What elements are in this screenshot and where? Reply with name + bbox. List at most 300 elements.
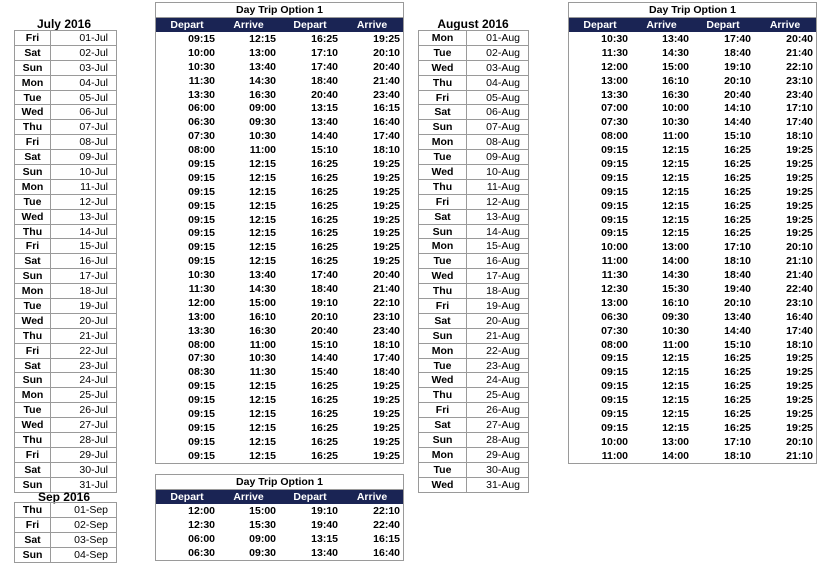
date-cell: 10-Aug (467, 165, 529, 180)
return-arrive-time-cell: 19:25 (373, 32, 400, 45)
depart-time-cell: 12:00 (601, 60, 628, 73)
return-arrive-time-cell: 19:25 (373, 157, 400, 170)
date-cell: 01-Aug (467, 31, 529, 46)
return-arrive-time-cell: 16:40 (373, 546, 400, 559)
header-depart: Depart (156, 490, 218, 504)
depart-time-cell: 13:00 (601, 296, 628, 309)
arrive-time-cell: 12:15 (249, 171, 276, 184)
date-cell: 18-Jul (51, 284, 117, 299)
weekday-cell: Mon (419, 31, 467, 46)
return-depart-time-cell: 16:25 (724, 213, 751, 226)
weekday-cell: Thu (419, 179, 467, 194)
return-depart-time-cell: 20:10 (724, 296, 751, 309)
depart-time-cell: 09:15 (188, 394, 215, 407)
time-row (156, 324, 403, 338)
return-depart-time-cell: 14:40 (311, 352, 338, 365)
date-cell: 21-Jul (51, 328, 117, 343)
time-row (569, 338, 816, 352)
date-cell: 24-Jul (51, 373, 117, 388)
return-arrive-time-cell: 19:25 (373, 255, 400, 268)
header-arrive: Arrive (218, 490, 279, 504)
arrive-time-cell: 11:00 (249, 338, 276, 351)
return-depart-time-cell: 18:40 (311, 74, 338, 87)
return-arrive-time-cell: 22:40 (373, 518, 400, 531)
arrive-time-cell: 13:40 (249, 60, 276, 73)
weekday-cell: Fri (15, 447, 51, 462)
weekday-cell: Sun (15, 60, 51, 75)
weekday-cell: Mon (419, 343, 467, 358)
arrive-time-cell: 12:15 (662, 366, 689, 379)
depart-time-cell: 11:30 (601, 269, 628, 282)
weekday-cell: Tue (15, 299, 51, 314)
time-row (569, 171, 816, 185)
return-depart-time-cell: 16:25 (311, 213, 338, 226)
return-arrive-time-cell: 19:25 (786, 421, 813, 434)
return-arrive-time-cell: 20:10 (786, 241, 813, 254)
date-cell: 01-Jul (51, 31, 117, 46)
date-cell: 07-Aug (467, 120, 529, 135)
return-arrive-time-cell: 19:25 (373, 199, 400, 212)
weekday-cell: Thu (15, 224, 51, 239)
arrive-time-cell: 14:30 (249, 282, 276, 295)
arrive-time-cell: 10:00 (662, 102, 689, 115)
depart-time-cell: 11:30 (188, 282, 215, 295)
weekday-cell: Fri (15, 135, 51, 150)
arrive-time-cell: 12:15 (249, 407, 276, 420)
return-depart-time-cell: 18:40 (311, 282, 338, 295)
depart-time-cell: 09:15 (188, 407, 215, 420)
arrive-time-cell: 12:15 (662, 199, 689, 212)
date-cell: 18-Aug (467, 284, 529, 299)
date-row (419, 388, 529, 403)
time-row (569, 32, 816, 46)
date-row (15, 284, 117, 299)
date-cell: 14-Aug (467, 224, 529, 239)
return-depart-time-cell: 16:25 (724, 366, 751, 379)
date-cell: 17-Jul (51, 269, 117, 284)
date-cell: 26-Jul (51, 403, 117, 418)
time-row (156, 143, 403, 157)
time-row (156, 254, 403, 268)
arrive-time-cell: 10:30 (249, 352, 276, 365)
timetable-caption: Day Trip Option 1 (156, 3, 403, 18)
return-arrive-time-cell: 19:25 (373, 421, 400, 434)
date-cell: 28-Aug (467, 433, 529, 448)
time-row (569, 115, 816, 129)
time-row (156, 213, 403, 227)
time-row (156, 240, 403, 254)
date-row (419, 209, 529, 224)
date-cell: 19-Jul (51, 299, 117, 314)
return-depart-time-cell: 15:10 (724, 130, 751, 143)
date-cell: 20-Aug (467, 313, 529, 328)
return-arrive-time-cell: 21:40 (373, 74, 400, 87)
arrive-time-cell: 16:30 (249, 88, 276, 101)
arrive-time-cell: 12:15 (662, 157, 689, 170)
date-row (15, 194, 117, 209)
timetable-caption: Day Trip Option 1 (156, 475, 403, 490)
arrive-time-cell: 14:30 (662, 269, 689, 282)
arrive-time-cell: 12:15 (249, 32, 276, 45)
arrive-time-cell: 16:10 (662, 74, 689, 87)
return-arrive-time-cell: 19:25 (786, 157, 813, 170)
date-row (15, 120, 117, 135)
date-row (419, 313, 529, 328)
date-row (15, 373, 117, 388)
return-depart-time-cell: 19:40 (724, 282, 751, 295)
return-depart-time-cell: 14:10 (724, 102, 751, 115)
return-arrive-time-cell: 23:40 (786, 88, 813, 101)
date-row (419, 254, 529, 269)
date-table-july (14, 30, 117, 493)
return-arrive-time-cell: 19:25 (373, 380, 400, 393)
return-depart-time-cell: 16:25 (311, 421, 338, 434)
weekday-cell: Sun (15, 477, 51, 492)
time-row (156, 157, 403, 171)
date-row (419, 403, 529, 418)
depart-time-cell: 09:15 (601, 394, 628, 407)
date-cell: 12-Jul (51, 194, 117, 209)
arrive-time-cell: 12:15 (662, 227, 689, 240)
header-arrive: Arrive (754, 18, 816, 32)
date-cell: 20-Jul (51, 313, 117, 328)
arrive-time-cell: 09:00 (249, 532, 276, 545)
header-depart: Depart (279, 490, 341, 504)
return-depart-time-cell: 16:25 (311, 32, 338, 45)
depart-time-cell: 08:30 (188, 366, 215, 379)
arrive-time-cell: 12:15 (662, 213, 689, 226)
weekday-cell: Thu (15, 120, 51, 135)
date-row (419, 447, 529, 462)
date-row (419, 150, 529, 165)
date-row (419, 239, 529, 254)
time-row (156, 338, 403, 352)
date-table-august (418, 30, 529, 493)
header-arrive: Arrive (341, 490, 403, 504)
arrive-time-cell: 12:15 (249, 394, 276, 407)
depart-time-cell: 07:00 (601, 102, 628, 115)
return-arrive-time-cell: 16:15 (373, 532, 400, 545)
arrive-time-cell: 13:00 (662, 435, 689, 448)
date-cell: 08-Jul (51, 135, 117, 150)
time-row (156, 32, 403, 46)
date-cell: 29-Jul (51, 447, 117, 462)
return-depart-time-cell: 16:25 (311, 157, 338, 170)
date-row (15, 31, 117, 46)
weekday-cell: Thu (419, 388, 467, 403)
depart-time-cell: 06:30 (601, 310, 628, 323)
time-row (569, 240, 816, 254)
return-depart-time-cell: 16:25 (724, 227, 751, 240)
arrive-time-cell: 11:00 (662, 338, 689, 351)
weekday-cell: Mon (15, 388, 51, 403)
date-row (15, 503, 117, 518)
weekday-cell: Sat (419, 418, 467, 433)
date-cell: 15-Jul (51, 239, 117, 254)
date-cell: 28-Jul (51, 433, 117, 448)
return-depart-time-cell: 19:10 (311, 296, 338, 309)
date-cell: 16-Aug (467, 254, 529, 269)
time-row (156, 379, 403, 393)
weekday-cell: Sat (15, 254, 51, 269)
date-cell: 26-Aug (467, 403, 529, 418)
date-cell: 02-Sep (51, 517, 117, 532)
date-cell: 03-Jul (51, 60, 117, 75)
return-arrive-time-cell: 18:10 (786, 130, 813, 143)
date-cell: 03-Sep (51, 532, 117, 547)
depart-time-cell: 09:15 (601, 227, 628, 240)
date-row (15, 388, 117, 403)
return-depart-time-cell: 19:10 (311, 504, 338, 517)
date-row (15, 90, 117, 105)
timetable-august (568, 2, 817, 464)
header-depart: Depart (569, 18, 631, 32)
depart-time-cell: 07:30 (188, 352, 215, 365)
time-row (156, 185, 403, 199)
time-row (569, 213, 816, 227)
return-depart-time-cell: 16:25 (311, 171, 338, 184)
time-row (569, 435, 816, 449)
date-row (15, 547, 117, 562)
arrive-time-cell: 12:15 (662, 144, 689, 157)
time-row (569, 46, 816, 60)
return-arrive-time-cell: 19:25 (373, 394, 400, 407)
time-row (156, 60, 403, 74)
return-arrive-time-cell: 19:25 (373, 171, 400, 184)
arrive-time-cell: 10:30 (662, 324, 689, 337)
arrive-time-cell: 12:15 (249, 380, 276, 393)
date-row (419, 45, 529, 60)
arrive-time-cell: 11:00 (662, 130, 689, 143)
weekday-cell: Mon (419, 239, 467, 254)
date-row (419, 373, 529, 388)
date-cell: 13-Aug (467, 209, 529, 224)
return-depart-time-cell: 16:25 (724, 380, 751, 393)
month-title-august: August 2016 (437, 17, 509, 31)
date-cell: 17-Aug (467, 269, 529, 284)
date-row (15, 75, 117, 90)
return-arrive-time-cell: 17:10 (786, 102, 813, 115)
month-title-september: Sep 2016 (37, 490, 91, 504)
return-arrive-time-cell: 19:25 (786, 380, 813, 393)
arrive-time-cell: 12:15 (249, 435, 276, 448)
date-cell: 05-Aug (467, 90, 529, 105)
weekday-cell: Fri (15, 343, 51, 358)
depart-time-cell: 09:15 (601, 185, 628, 198)
return-arrive-time-cell: 21:10 (786, 449, 813, 462)
date-row (15, 418, 117, 433)
return-depart-time-cell: 16:25 (311, 394, 338, 407)
date-row (15, 209, 117, 224)
return-depart-time-cell: 15:10 (724, 338, 751, 351)
date-row (15, 313, 117, 328)
date-cell: 21-Aug (467, 328, 529, 343)
time-row (569, 310, 816, 324)
return-arrive-time-cell: 23:40 (373, 88, 400, 101)
return-arrive-time-cell: 19:25 (786, 352, 813, 365)
time-row (156, 199, 403, 213)
weekday-cell: Sun (15, 165, 51, 180)
depart-time-cell: 09:15 (188, 199, 215, 212)
time-row (569, 282, 816, 296)
depart-time-cell: 13:30 (188, 88, 215, 101)
date-cell: 06-Aug (467, 105, 529, 120)
return-arrive-time-cell: 16:15 (373, 102, 400, 115)
return-arrive-time-cell: 20:40 (373, 269, 400, 282)
return-depart-time-cell: 13:40 (311, 546, 338, 559)
return-depart-time-cell: 17:40 (724, 32, 751, 45)
time-row (569, 157, 816, 171)
date-cell: 22-Jul (51, 343, 117, 358)
weekday-cell: Wed (15, 105, 51, 120)
return-depart-time-cell: 16:25 (724, 144, 751, 157)
weekday-cell: Wed (419, 373, 467, 388)
arrive-time-cell: 12:15 (662, 380, 689, 393)
return-depart-time-cell: 19:40 (311, 518, 338, 531)
depart-time-cell: 09:15 (188, 213, 215, 226)
arrive-time-cell: 15:00 (662, 60, 689, 73)
date-row (15, 60, 117, 75)
time-row (569, 407, 816, 421)
weekday-cell: Mon (419, 447, 467, 462)
return-depart-time-cell: 16:25 (724, 394, 751, 407)
return-depart-time-cell: 17:10 (724, 435, 751, 448)
time-row (156, 46, 403, 60)
date-cell: 13-Jul (51, 209, 117, 224)
arrive-time-cell: 09:30 (249, 116, 276, 129)
depart-time-cell: 08:00 (601, 130, 628, 143)
depart-time-cell: 07:30 (601, 324, 628, 337)
return-depart-time-cell: 16:25 (311, 227, 338, 240)
time-row (156, 393, 403, 407)
header-depart: Depart (156, 18, 218, 32)
depart-time-cell: 08:00 (601, 338, 628, 351)
header-arrive: Arrive (341, 18, 403, 32)
return-depart-time-cell: 16:25 (311, 255, 338, 268)
return-arrive-time-cell: 19:25 (786, 394, 813, 407)
return-arrive-time-cell: 19:25 (786, 227, 813, 240)
return-depart-time-cell: 14:40 (311, 130, 338, 143)
date-row (15, 433, 117, 448)
return-arrive-time-cell: 19:25 (786, 185, 813, 198)
arrive-time-cell: 14:00 (662, 449, 689, 462)
depart-time-cell: 09:15 (188, 255, 215, 268)
depart-time-cell: 06:00 (188, 102, 215, 115)
time-row (156, 504, 403, 518)
date-row (15, 150, 117, 165)
return-arrive-time-cell: 19:25 (373, 435, 400, 448)
return-arrive-time-cell: 18:40 (373, 366, 400, 379)
return-arrive-time-cell: 17:40 (373, 130, 400, 143)
date-table-september (14, 502, 117, 563)
date-row (15, 462, 117, 477)
weekday-cell: Sun (419, 328, 467, 343)
return-depart-time-cell: 17:10 (724, 241, 751, 254)
return-depart-time-cell: 14:40 (724, 324, 751, 337)
arrive-time-cell: 12:15 (249, 241, 276, 254)
depart-time-cell: 11:30 (601, 46, 628, 59)
return-arrive-time-cell: 23:10 (373, 310, 400, 323)
date-cell: 29-Aug (467, 447, 529, 462)
return-arrive-time-cell: 16:40 (786, 310, 813, 323)
depart-time-cell: 09:15 (601, 352, 628, 365)
arrive-time-cell: 12:15 (662, 421, 689, 434)
return-depart-time-cell: 18:40 (724, 269, 751, 282)
return-depart-time-cell: 16:25 (311, 185, 338, 198)
return-depart-time-cell: 16:25 (311, 241, 338, 254)
weekday-cell: Sat (15, 45, 51, 60)
depart-time-cell: 11:30 (188, 74, 215, 87)
return-arrive-time-cell: 19:25 (373, 213, 400, 226)
date-row (419, 60, 529, 75)
return-depart-time-cell: 18:10 (724, 449, 751, 462)
return-arrive-time-cell: 19:25 (786, 213, 813, 226)
date-row (15, 105, 117, 120)
return-arrive-time-cell: 19:25 (373, 227, 400, 240)
return-arrive-time-cell: 19:25 (786, 144, 813, 157)
arrive-time-cell: 15:30 (662, 282, 689, 295)
depart-time-cell: 12:00 (188, 296, 215, 309)
weekday-cell: Tue (419, 358, 467, 373)
return-depart-time-cell: 13:40 (311, 116, 338, 129)
arrive-time-cell: 12:15 (662, 352, 689, 365)
return-arrive-time-cell: 21:40 (373, 282, 400, 295)
depart-time-cell: 09:15 (601, 407, 628, 420)
depart-time-cell: 13:30 (601, 88, 628, 101)
date-row (15, 328, 117, 343)
date-cell: 11-Aug (467, 179, 529, 194)
depart-time-cell: 09:15 (601, 380, 628, 393)
date-row (419, 90, 529, 105)
return-arrive-time-cell: 17:40 (373, 352, 400, 365)
time-row (569, 199, 816, 213)
depart-time-cell: 09:15 (188, 435, 215, 448)
return-depart-time-cell: 19:10 (724, 60, 751, 73)
return-depart-time-cell: 15:10 (311, 338, 338, 351)
weekday-cell: Fri (419, 90, 467, 105)
arrive-time-cell: 11:00 (249, 144, 276, 157)
arrive-time-cell: 12:15 (249, 255, 276, 268)
return-depart-time-cell: 15:10 (311, 144, 338, 157)
return-depart-time-cell: 17:40 (311, 60, 338, 73)
date-row (419, 179, 529, 194)
date-cell: 10-Jul (51, 165, 117, 180)
return-depart-time-cell: 16:25 (311, 435, 338, 448)
return-arrive-time-cell: 17:40 (786, 116, 813, 129)
weekday-cell: Fri (419, 299, 467, 314)
depart-time-cell: 09:15 (188, 241, 215, 254)
date-cell: 07-Jul (51, 120, 117, 135)
depart-time-cell: 12:00 (188, 504, 215, 517)
date-row (419, 328, 529, 343)
weekday-cell: Thu (419, 284, 467, 299)
time-row (156, 421, 403, 435)
weekday-cell: Fri (419, 403, 467, 418)
date-row (419, 358, 529, 373)
date-cell: 09-Aug (467, 150, 529, 165)
date-row (419, 120, 529, 135)
date-row (15, 45, 117, 60)
return-depart-time-cell: 17:10 (311, 46, 338, 59)
return-arrive-time-cell: 19:25 (373, 241, 400, 254)
time-row (156, 268, 403, 282)
arrive-time-cell: 12:15 (249, 213, 276, 226)
depart-time-cell: 09:15 (188, 185, 215, 198)
weekday-cell: Sat (15, 462, 51, 477)
return-arrive-time-cell: 21:40 (786, 269, 813, 282)
weekday-cell: Mon (15, 284, 51, 299)
return-arrive-time-cell: 23:40 (373, 324, 400, 337)
